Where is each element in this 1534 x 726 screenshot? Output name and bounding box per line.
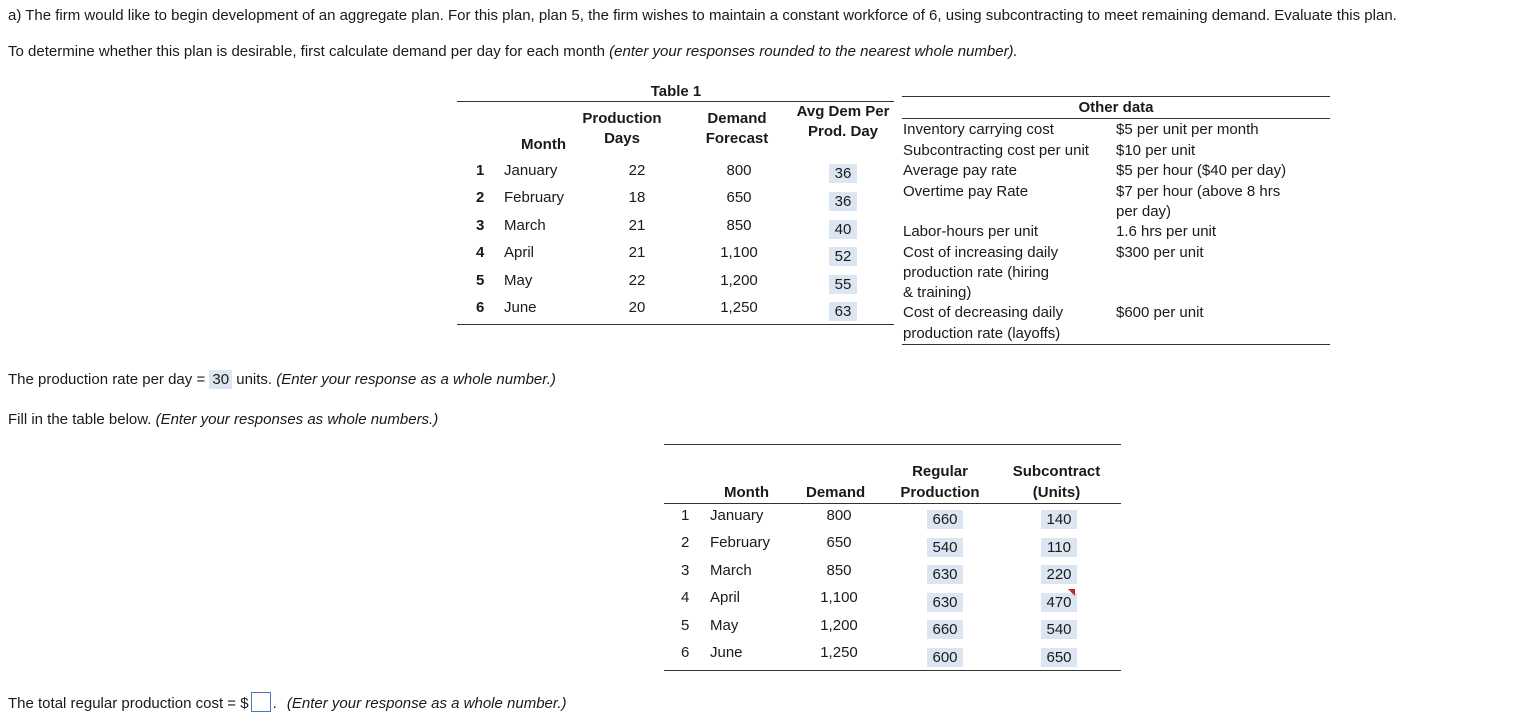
row-number: 5: [476, 272, 485, 289]
total-cost-input[interactable]: [251, 692, 271, 712]
plan-table-header-border: [664, 503, 1121, 504]
row-number: 6: [476, 299, 485, 316]
avg-dem-answer[interactable]: 63: [829, 302, 857, 321]
subcontract-answer[interactable]: 220: [1041, 565, 1077, 584]
other-data-label: Subcontracting cost per unit: [903, 142, 1089, 159]
header-subcontract: Subcontract: [1012, 463, 1101, 480]
regular-production-answer[interactable]: 600: [927, 648, 963, 667]
regular-production-answer[interactable]: 660: [927, 510, 963, 529]
row-number: 4: [476, 244, 485, 261]
row-days: 21: [628, 217, 646, 234]
table1-title: Table 1: [650, 83, 702, 100]
other-data-bottom-border: [902, 344, 1330, 345]
row-number: 1: [476, 162, 485, 179]
production-rate-label: The production rate per day: [8, 371, 193, 388]
row-month: June: [710, 644, 743, 661]
other-data-label: & training): [903, 284, 972, 301]
table-1: [457, 98, 894, 326]
header-month: Month: [521, 136, 566, 153]
other-data-table: [902, 96, 1330, 346]
other-data-value: $10 per unit: [1116, 142, 1196, 159]
equals-sign: =: [196, 371, 206, 388]
other-data-value: $5 per unit per month: [1116, 121, 1259, 138]
row-month: January: [504, 162, 558, 179]
avg-dem-answer[interactable]: 52: [829, 247, 857, 266]
row-number: 6: [681, 644, 690, 661]
production-rate-answer[interactable]: 30: [209, 370, 232, 389]
instruction-hint: (enter your responses rounded to the nearest whole number).: [609, 43, 1018, 60]
header-demand: Demand: [806, 484, 866, 501]
row-month: March: [504, 217, 546, 234]
other-data-value: 1.6 hrs per unit: [1116, 223, 1217, 240]
header-avg-dem: Avg Dem Per: [796, 103, 890, 120]
instruction-main: To determine whether this plan is desirable, first calculate demand per day for each month: [8, 43, 610, 60]
row-month: May: [710, 617, 739, 634]
avg-dem-answer[interactable]: 40: [829, 220, 857, 239]
subcontract-answer[interactable]: 540: [1041, 620, 1077, 639]
table1-bottom-border: [457, 324, 894, 325]
other-data-label: Inventory carrying cost: [903, 121, 1054, 138]
fill-table-hint: (Enter your responses as whole numbers.): [155, 411, 439, 428]
row-number: 2: [476, 189, 485, 206]
row-demand: 850: [726, 217, 752, 234]
row-month: February: [504, 189, 565, 206]
plan-table-top-border: [664, 444, 1121, 445]
row-days: 21: [628, 244, 646, 261]
other-data-label: Cost of decreasing daily: [903, 304, 1064, 321]
other-data-value: $5 per hour ($40 per day): [1116, 162, 1287, 179]
header-forecast: Forecast: [705, 130, 769, 147]
row-month: March: [710, 562, 752, 579]
plan-table-bottom-border: [664, 670, 1121, 671]
other-data-value: $7 per hour (above 8 hrs: [1116, 183, 1281, 200]
row-demand: 1,100: [720, 244, 758, 261]
row-month: May: [504, 272, 533, 289]
subcontract-answer[interactable]: 140: [1041, 510, 1077, 529]
row-month: February: [710, 534, 771, 551]
other-data-label: Overtime pay Rate: [903, 183, 1029, 200]
other-data-label: Labor-hours per unit: [903, 223, 1039, 240]
avg-dem-answer[interactable]: 55: [829, 275, 857, 294]
total-cost-period: .: [272, 695, 277, 712]
header-production: Production: [582, 110, 662, 127]
other-data-header-border: [902, 118, 1330, 119]
row-demand: 800: [826, 507, 852, 524]
other-data-label: Cost of increasing daily: [903, 244, 1059, 261]
row-demand: 650: [826, 534, 852, 551]
subcontract-answer[interactable]: 470: [1041, 593, 1077, 612]
total-cost-line: [8, 692, 567, 712]
row-demand: 1,250: [820, 644, 858, 661]
regular-production-answer[interactable]: 630: [927, 565, 963, 584]
row-demand: 800: [726, 162, 752, 179]
row-number: 1: [681, 507, 690, 524]
row-demand: 650: [726, 189, 752, 206]
row-demand: 1,200: [720, 272, 758, 289]
row-number: 4: [681, 589, 690, 606]
subcontract-answer[interactable]: 110: [1041, 538, 1077, 557]
other-data-label: production rate (hiring: [903, 264, 1049, 281]
header-days: Days: [604, 130, 640, 147]
table1-top-border: [457, 101, 894, 102]
other-data-label: production rate (layoffs): [903, 325, 1061, 342]
header-regular: Regular: [912, 463, 968, 480]
regular-production-answer[interactable]: 660: [927, 620, 963, 639]
total-cost-label: The total regular production cost = $: [8, 695, 249, 712]
row-month: June: [504, 299, 537, 316]
other-data-value: $600 per unit: [1116, 304, 1204, 321]
row-days: 22: [628, 162, 646, 179]
fill-table-instruction: [8, 411, 438, 428]
row-month: April: [710, 589, 741, 606]
incorrect-flag-icon: [1068, 589, 1075, 596]
header-production: Production: [900, 484, 980, 501]
row-demand: 850: [826, 562, 852, 579]
instruction-line-2: [8, 43, 1018, 60]
row-demand: 1,250: [720, 299, 758, 316]
plan-table: [664, 444, 1121, 672]
total-cost-hint: (Enter your response as a whole number.): [286, 695, 567, 712]
production-rate-line: [8, 371, 556, 388]
header-prod-day: Prod. Day: [807, 123, 879, 140]
other-data-value: $300 per unit: [1116, 244, 1204, 261]
row-days: 20: [628, 299, 646, 316]
row-number: 2: [681, 534, 690, 551]
regular-production-answer[interactable]: 630: [927, 593, 963, 612]
other-data-value: per day): [1116, 203, 1172, 220]
production-rate-hint: (Enter your response as a whole number.): [276, 371, 556, 388]
row-number: 3: [476, 217, 485, 234]
row-days: 18: [628, 189, 646, 206]
instruction-line-1: a) The firm would like to begin development of an aggregate plan. For this plan, plan 5, the firm wishes to maintain a constant workforce of 6, using subcontracting to meet remaining demand. Evaluate this plan.: [8, 7, 1397, 24]
row-number: 5: [681, 617, 690, 634]
row-month: January: [710, 507, 764, 524]
row-month: April: [504, 244, 535, 261]
fill-table-main: Fill in the table below.: [8, 411, 156, 428]
header-month: Month: [724, 484, 769, 501]
other-data-top-border: [902, 96, 1330, 97]
production-rate-units: units.: [236, 371, 273, 388]
header-demand: Demand: [707, 110, 767, 127]
avg-dem-answer[interactable]: 36: [829, 192, 857, 211]
row-days: 22: [628, 272, 646, 289]
header-units: (Units): [1032, 484, 1081, 501]
row-demand: 1,100: [820, 589, 858, 606]
row-number: 3: [681, 562, 690, 579]
other-data-title: Other data: [1078, 99, 1154, 116]
regular-production-answer[interactable]: 540: [927, 538, 963, 557]
avg-dem-answer[interactable]: 36: [829, 164, 857, 183]
other-data-label: Average pay rate: [903, 162, 1017, 179]
row-demand: 1,200: [820, 617, 858, 634]
subcontract-answer[interactable]: 650: [1041, 648, 1077, 667]
